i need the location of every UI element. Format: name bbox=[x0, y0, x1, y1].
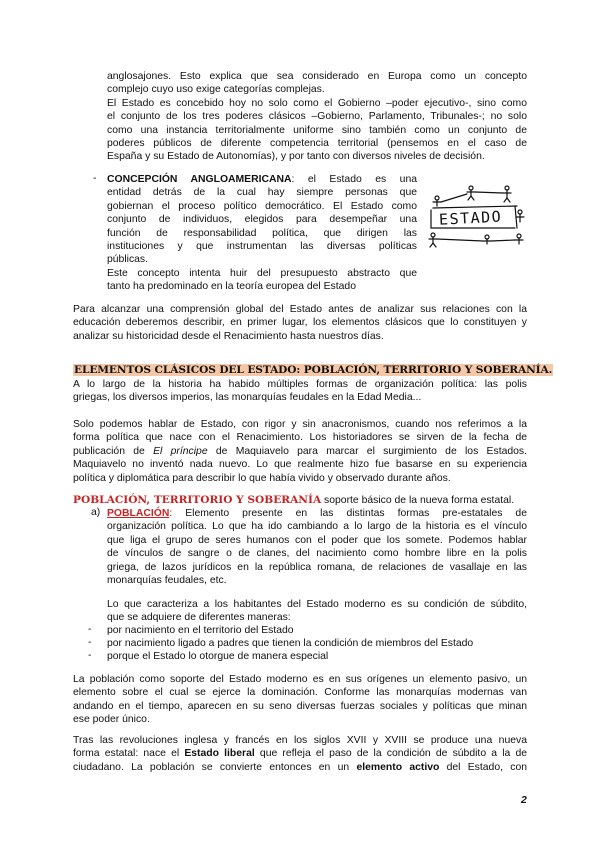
paragraph-poblacion-pasiva: La población como soporte del Estado moderno es en sus orígenes un elemento pasivo, un elemento sobre el cual se ejerce la dominación. Conforme las monarquías modernas van andando en el tiempo, aparecen en su seno diversas fuerzas sociales y políticas que minan ese poder único. bbox=[73, 674, 527, 726]
list-item: porque el Estado lo otorgue de manera especial bbox=[107, 651, 329, 662]
anglo-term: CONCEPCIÓN ANGLOAMERICANA bbox=[107, 174, 292, 185]
paragraph-comprension: Para alcanzar una comprensión global del Estado antes de analizar sus relaciones con la educación deberemos describir, en primer lugar, los elementos clásicos que lo constituyen y analizar su historicidad desde el Renacimiento hasta nuestros días. bbox=[73, 304, 527, 342]
poblacion-term: POBLACIÓN bbox=[107, 508, 170, 519]
book-title: El príncipe bbox=[153, 445, 208, 457]
estado-people-illustration bbox=[425, 180, 525, 248]
subsection-title: POBLACIÓN, TERRITORIO Y SOBERANÍA bbox=[73, 494, 322, 506]
intro-paragraph: anglosajones. Esto explica que sea considerado en Europa como un concepto complejo cuyo uso exige categorías complejas. El Estado es concebido hoy no solo como el Gobierno –poder ejecutivo-, sino como el conjunto de los tres poderes clásicos –Gobierno, Parlamento, Tribunales-; no solo como una instancia territorialmente uniforme sino también como un conjunto de poderes públicos de diferente competencia territorial (pensemos en el caso de España y su Estado de Autonomías), y por tanto con diversos niveles de decisión. bbox=[107, 71, 527, 163]
estado-drawing-label: ESTADO bbox=[438, 207, 503, 229]
paragraph-estado-liberal: Tras las revoluciones inglesa y francés en los siglos XVII y XVIII se produce una nueva forma estatal: nace el Estado liberal que refleja el paso de la condición de súbdito a la de ciudadano. La población se convierte entonces en un elemento activo del Estado, con bbox=[73, 735, 528, 773]
section-heading: ELEMENTOS CLÁSICOS DEL ESTADO: POBLACIÓN, TERRITORIO Y SOBERANÍA. bbox=[74, 364, 553, 376]
paragraph-historia: A lo largo de la historia ha habido múltiples formas de organización política: las polis griegas, los diversos imperios, las monarquías feudales en la Edad Media... bbox=[73, 379, 527, 404]
subdito-paragraph: Lo que caracteriza a los habitantes del Estado moderno es su condición de súbdito, que se adquiere de diferentes maneras: bbox=[107, 599, 527, 624]
list-item: por nacimiento en el territorio del Estado bbox=[107, 625, 294, 636]
anglo-paragraph: CONCEPCIÓN ANGLOAMERICANA: el Estado es una entidad detrás de la cual hay siempre personas que gobiernan el proceso político democrático. El Estado como conjunto de individuos, elegidos para desempeñar una función de responsabilidad política, que dirigen las instituciones y que instrumentan las diversas políticas públicas. Este concepto intenta huir del presupuesto abstracto que tanto ha predominado en la teoría europea del Estado bbox=[107, 174, 417, 293]
paragraph-renacimiento: Solo podemos hablar de Estado, con rigor y sin anacronismos, cuando nos referimos a la forma política que nace con el Renacimiento. Los historiadores se sirven de la fecha de publicación de El príncipe de Maquiavelo para marcar el surgimiento de los Estados. Maquiavelo no inventó nada nuevo. Lo que realmente hizo fue basarse en su experiencia política y diplomática para describir lo que había vivido y observado durante años. bbox=[73, 419, 527, 484]
list-letter: a) bbox=[91, 507, 101, 518]
poblacion-paragraph: POBLACIÓN: Elemento presente en las distintas formas pre-estatales de organización política. Lo que ha ido cambiando a lo largo de la historia es el vínculo que liga el grupo de seres humanos con el poder que los somete. Podemos hablar de vínculos de sangre o de clanes, del nacimiento como hombre libre en la polis griega, de lazos jurídicos en la república romana, de relaciones de vasallaje en las monarquías feudales, etc. bbox=[107, 508, 527, 587]
page-number: 2 bbox=[521, 795, 527, 806]
subsection-title-line: POBLACIÓN, TERRITORIO Y SOBERANÍA soporte básico de la nueva forma estatal. bbox=[73, 494, 515, 506]
list-item: por nacimiento ligado a padres que tienen la condición de miembros del Estado bbox=[107, 638, 474, 649]
list-dash: - bbox=[93, 173, 97, 184]
document-page: anglosajones. Esto explica que sea considerado en Europa como un concepto complejo cuyo uso exige categorías complejas. El Estado es concebido hoy no solo como el Gobierno –poder ejecutivo-, sino como el conjunto de los tres poderes clásicos –Gobierno, Parlamento, Tribunales-; no solo como una instancia territorialmente uniforme sino también como un conjunto de poderes públicos de diferente competencia territorial (pensemos en el caso de España y su Estado de Autonomías), y por tanto con diversos niveles de decisión. - CONCEPCIÓN ANGLOAMERICANA: el Estado es una entidad detrás de la cual hay siempre personas que gobiernan el proceso político democrático. El Estado como conjunto de individuos, elegidos para desempeñar una función de responsabilidad política, que dirigen las instituciones y que instrumentan las diversas políticas públicas. Este concepto intenta huir del presupuesto abstracto que tanto ha predominado en la teoría europea del Estado ESTADO Para alcanzar una comprensión global del Estado antes de analizar sus relaciones con la educación deberemos describir, en primer lugar, los elementos clásicos que lo constituyen y analizar su historicidad desde el Renacimiento hasta nuestros días. ELEMENTOS CLÁSICOS DEL ESTADO: POBLACIÓN, TERRITORIO Y SOBERANÍA. A lo largo de la historia ha habido múltiples formas de organización política: las polis griegas, los diversos imperios, las monarquías feudales en la Edad Media... Solo podemos hablar de Estado, con rigor y sin anacronismos, cuando nos referimos a la forma política que nace con el Renacimiento. Los historiadores se sirven de la fecha de publicación de El príncipe de Maquiavelo para marcar el surgimiento de los Estados. Maquiavelo no inventó nada nuevo. Lo que realmente hizo fue basarse en su experiencia política y diplomática para describir lo que había vivido y observado durante años. POBLACIÓN, TERRITORIO Y SOBERANÍA soporte básico de la nueva forma estatal. a) POBLACIÓN: Elemento presente en las distintas formas pre-estatales de organización política. Lo que ha ido cambiando a lo largo de la historia es el vínculo que liga el grupo de seres humanos con el poder que los somete. Podemos hablar de vínculos de sangre o de clanes, del nacimiento como hombre libre en la polis griega, de lazos jurídicos en la república romana, de relaciones de vasallaje en las monarquías feudales, etc. Lo que caracteriza a los habitantes del Estado moderno es su condición de súbdito, que se adquiere de diferentes maneras: - por nacimiento en el territorio del Estado - por nacimiento ligado a padres que tienen la condición de miembros del Estado - porque el Estado lo otorgue de manera especial La población como soporte del Estado moderno es en sus orígenes un elemento pasivo, un elemento sobre el cual se ejerce la dominación. Conforme las monarquías modernas van andando en el tiempo, aparecen en su seno diversas fuerzas sociales y políticas que minan ese poder único. Tras las revoluciones inglesa y francés en los siglos XVII y XVIII se produce una nueva forma estatal: nace el Estado liberal que refleja el paso de la condición de súbdito a la de ciudadano. La población se convierte entonces en un elemento activo del Estado, con 2 bbox=[73, 71, 553, 806]
